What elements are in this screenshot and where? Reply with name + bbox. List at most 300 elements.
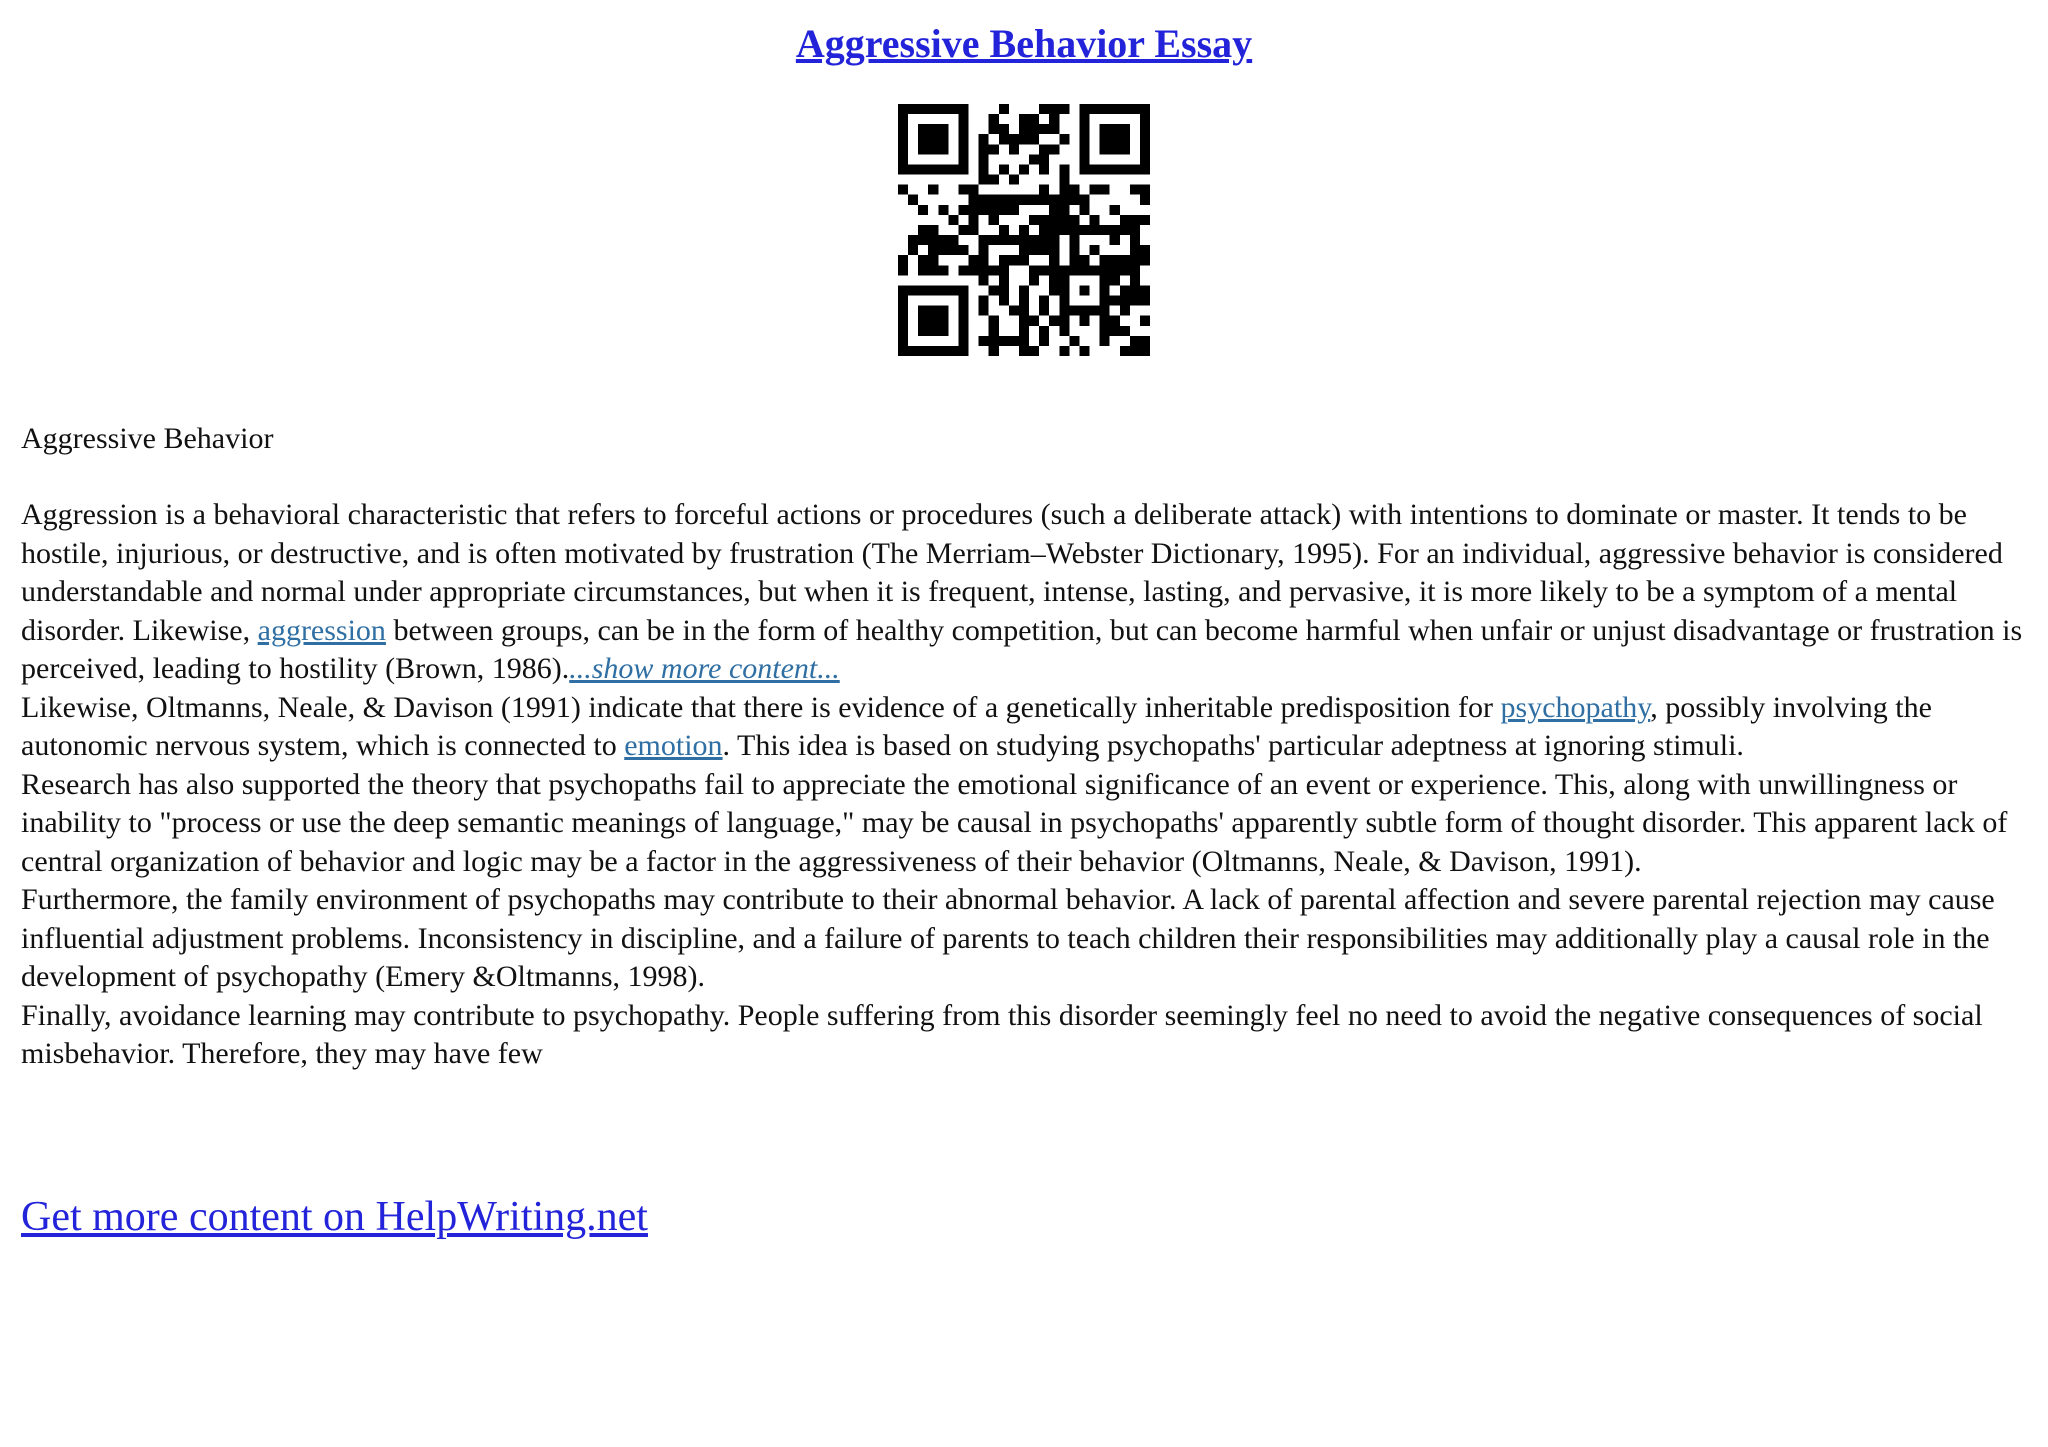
qr-module (898, 185, 908, 195)
qr-module (918, 316, 928, 326)
qr-module (918, 205, 928, 215)
qr-module (1059, 134, 1069, 144)
qr-module (1029, 154, 1039, 164)
qr-module (1019, 285, 1029, 295)
qr-module (958, 144, 968, 154)
qr-module (1059, 205, 1069, 215)
qr-module (1120, 144, 1130, 154)
qr-module (1059, 306, 1069, 316)
qr-module (1029, 134, 1039, 144)
qr-module (1140, 285, 1150, 295)
qr-module (1069, 245, 1079, 255)
qr-module (928, 164, 938, 174)
qr-module (999, 275, 1009, 285)
qr-module (1029, 346, 1039, 356)
qr-module (1130, 104, 1140, 114)
qr-module (938, 306, 948, 316)
paragraph-3: Research has also supported the theory that psychopaths fail to appreciate the emotional significance of an event or experience. This, along with unwillingness or inability to "process or use the deep semantic meanings of language," may be causal in psychopaths' apparently subtle form of thought disorder. This apparent lack of central organization of behavior and logic may be a factor in the aggressiveness of their behavior (Oltmanns, Neale, & Davison, 1991). (21, 767, 2008, 878)
qr-module (1049, 104, 1059, 114)
qr-module (999, 124, 1009, 134)
qr-module (958, 296, 968, 306)
qr-module (1130, 185, 1140, 195)
qr-module (918, 124, 928, 134)
qr-module (1120, 285, 1130, 295)
qr-module (1059, 225, 1069, 235)
qr-module (1110, 104, 1120, 114)
qr-module (999, 164, 1009, 174)
qr-module (1140, 114, 1150, 124)
qr-module (898, 346, 908, 356)
qr-module (1039, 296, 1049, 306)
qr-module (1100, 164, 1110, 174)
qr-module (938, 265, 948, 275)
qr-module (1039, 124, 1049, 134)
qr-module (938, 235, 948, 245)
qr-module (999, 296, 1009, 306)
qr-module (1079, 195, 1089, 205)
qr-module (938, 245, 948, 255)
qr-module (928, 235, 938, 245)
show-more-link[interactable]: ...show more content... (569, 652, 840, 685)
qr-module (1090, 215, 1100, 225)
qr-module (1120, 164, 1130, 174)
qr-module (1140, 255, 1150, 265)
qr-module (1079, 124, 1089, 134)
qr-module (1039, 195, 1049, 205)
qr-module (898, 326, 908, 336)
qr-module (1019, 225, 1029, 235)
qr-module (989, 235, 999, 245)
page-title (0, 18, 2048, 70)
qr-module (1079, 205, 1089, 215)
qr-module (1130, 265, 1140, 275)
qr-module (1140, 245, 1150, 255)
qr-module (918, 306, 928, 316)
qr-module (1090, 306, 1100, 316)
qr-module (1079, 306, 1089, 316)
qr-module (948, 164, 958, 174)
qr-module (1049, 316, 1059, 326)
qr-module (1130, 336, 1140, 346)
qr-module (928, 124, 938, 134)
qr-module (989, 336, 999, 346)
qr-code-icon (898, 104, 1150, 356)
qr-module (958, 326, 968, 336)
qr-module (908, 346, 918, 356)
qr-module (948, 285, 958, 295)
qr-module (1069, 225, 1079, 235)
qr-module (1090, 245, 1100, 255)
qr-module (1100, 306, 1110, 316)
qr-module (1039, 185, 1049, 195)
paragraph-1-text-b: between groups, can be in the form of healthy competition, but can become harmful when unfair or unjust disadvantage or frustration is perceived, leading to hostility (Brown, 1986). (21, 613, 2023, 685)
qr-module (1019, 336, 1029, 346)
qr-module (928, 316, 938, 326)
qr-module (1049, 235, 1059, 245)
qr-module (908, 235, 918, 245)
qr-module (1009, 336, 1019, 346)
qr-module (1039, 336, 1049, 346)
qr-module (1039, 144, 1049, 154)
qr-module (1120, 255, 1130, 265)
qr-module (1049, 245, 1059, 255)
qr-module (1079, 265, 1089, 275)
qr-module (1100, 124, 1110, 134)
qr-module (1110, 265, 1120, 275)
qr-module (1120, 306, 1130, 316)
qr-module (918, 235, 928, 245)
emotion-link[interactable]: emotion (624, 729, 723, 762)
qr-module (1009, 195, 1019, 205)
qr-module (1029, 275, 1039, 285)
qr-module (1059, 104, 1069, 114)
qr-module (1120, 104, 1130, 114)
qr-module (898, 104, 908, 114)
qr-module (1039, 104, 1049, 114)
qr-module (1059, 326, 1069, 336)
qr-module (1019, 326, 1029, 336)
paragraph-2 (21, 689, 2031, 766)
qr-module (1019, 114, 1029, 124)
qr-module (938, 124, 948, 134)
paragraph-2-text-c: . This idea is based on studying psychopaths' particular adeptness at ignoring stimuli. (722, 729, 1744, 762)
qr-module (938, 134, 948, 144)
qr-module (1049, 195, 1059, 205)
qr-module (999, 255, 1009, 265)
qr-module (1120, 265, 1130, 275)
qr-module (918, 164, 928, 174)
qr-module (958, 114, 968, 124)
paragraph-4: Furthermore, the family environment of psychopaths may contribute to their abnormal behavior. A lack of parental affection and severe parental rejection may cause influential adjustment problems. Inconsistency in discipline, and a failure of parents to teach children their responsibilities may additionally play a causal role in the development of psychopathy (Emery &Oltmanns, 1998). (21, 883, 1995, 993)
qr-module (938, 326, 948, 336)
qr-module (1110, 255, 1120, 265)
qr-module (979, 296, 989, 306)
qr-module (948, 215, 958, 225)
qr-module (1100, 185, 1110, 195)
qr-module (1120, 346, 1130, 356)
qr-module (979, 235, 989, 245)
qr-module (1059, 195, 1069, 205)
qr-module (918, 346, 928, 356)
qr-module (1019, 316, 1029, 326)
qr-module (958, 154, 968, 164)
qr-code-graphic (898, 104, 1150, 356)
qr-module (898, 285, 908, 295)
qr-module (989, 205, 999, 215)
qr-module (1100, 336, 1110, 346)
qr-module (938, 285, 948, 295)
qr-module (1029, 114, 1039, 124)
qr-module (928, 134, 938, 144)
qr-module (908, 285, 918, 295)
qr-module (1019, 124, 1029, 134)
qr-module (928, 104, 938, 114)
qr-module (1039, 326, 1049, 336)
qr-module (1130, 296, 1140, 306)
qr-module (1100, 275, 1110, 285)
qr-module (989, 316, 999, 326)
qr-module (938, 205, 948, 215)
qr-module (898, 134, 908, 144)
qr-module (1039, 265, 1049, 275)
qr-module (969, 185, 979, 195)
qr-module (1069, 195, 1079, 205)
qr-module (1019, 306, 1029, 316)
qr-module (1130, 215, 1140, 225)
qr-module (1039, 306, 1049, 316)
qr-module (1120, 326, 1130, 336)
qr-module (1009, 205, 1019, 215)
qr-module (1100, 316, 1110, 326)
qr-module (1079, 104, 1089, 114)
qr-module (1059, 285, 1069, 295)
qr-module (1039, 164, 1049, 174)
qr-module (928, 245, 938, 255)
qr-module (1079, 134, 1089, 144)
qr-module (898, 124, 908, 134)
get-more-content-link[interactable]: Get more content on HelpWriting.net (21, 1194, 648, 1240)
qr-module (898, 296, 908, 306)
qr-module (979, 336, 989, 346)
qr-module (1069, 185, 1079, 195)
qr-module (958, 164, 968, 174)
qr-module (1090, 164, 1100, 174)
qr-module (979, 164, 989, 174)
qr-module (948, 346, 958, 356)
qr-module (1079, 255, 1089, 265)
qr-module (1110, 296, 1120, 306)
qr-module (1059, 215, 1069, 225)
qr-module (928, 225, 938, 235)
article-body (21, 496, 2031, 1074)
qr-module (1100, 285, 1110, 295)
qr-module (1079, 114, 1089, 124)
paragraph-1 (21, 496, 2031, 689)
qr-module (1059, 164, 1069, 174)
qr-module (898, 336, 908, 346)
qr-module (1140, 164, 1150, 174)
qr-module (1059, 185, 1069, 195)
qr-module (989, 265, 999, 275)
qr-module (1049, 265, 1059, 275)
qr-module (1069, 265, 1079, 275)
qr-module (989, 215, 999, 225)
aggression-link[interactable]: aggression (257, 613, 386, 647)
qr-module (979, 205, 989, 215)
qr-module (1029, 235, 1039, 245)
qr-module (1059, 346, 1069, 356)
qr-module (1100, 104, 1110, 114)
qr-module (1079, 316, 1089, 326)
qr-module (1120, 296, 1130, 306)
qr-module (1079, 285, 1089, 295)
qr-module (1009, 235, 1019, 245)
qr-module (989, 144, 999, 154)
qr-module (1039, 245, 1049, 255)
qr-module (1140, 215, 1150, 225)
qr-module (1110, 316, 1120, 326)
qr-module (1100, 144, 1110, 154)
qr-module (1029, 124, 1039, 134)
qr-module (928, 255, 938, 265)
qr-module (1019, 195, 1029, 205)
paragraph-5: Finally, avoidance learning may contribute to psychopathy. People suffering from this disorder seemingly feel no need to avoid the negative consequences of social misbehavior. Therefore, they may have few (21, 998, 1983, 1070)
qr-module (999, 104, 1009, 114)
qr-module (948, 235, 958, 245)
qr-module (928, 346, 938, 356)
qr-module (1049, 114, 1059, 124)
qr-module (918, 134, 928, 144)
qr-module (1029, 215, 1039, 225)
qr-module (989, 175, 999, 185)
qr-module (999, 285, 1009, 295)
qr-module (928, 326, 938, 336)
qr-module (1019, 245, 1029, 255)
qr-module (958, 336, 968, 346)
cta (21, 1190, 648, 1244)
qr-module (918, 255, 928, 265)
psychopathy-link[interactable]: psychopathy (1500, 690, 1651, 724)
qr-module (908, 164, 918, 174)
qr-module (989, 285, 999, 295)
qr-module (1049, 275, 1059, 285)
qr-module (1019, 164, 1029, 174)
qr-module (999, 336, 1009, 346)
qr-module (1120, 225, 1130, 235)
qr-module (1019, 255, 1029, 265)
qr-module (898, 154, 908, 164)
qr-module (918, 104, 928, 114)
qr-module (1100, 296, 1110, 306)
qr-module (958, 185, 968, 195)
qr-module (938, 164, 948, 174)
qr-module (1140, 336, 1150, 346)
qr-module (1039, 154, 1049, 164)
qr-module (1039, 215, 1049, 225)
qr-module (989, 346, 999, 356)
qr-module (898, 144, 908, 154)
qr-module (1140, 144, 1150, 154)
qr-module (1140, 124, 1150, 134)
qr-module (1120, 215, 1130, 225)
qr-module (1130, 275, 1140, 285)
qr-module (999, 225, 1009, 235)
qr-module (1049, 144, 1059, 154)
qr-module (1079, 144, 1089, 154)
qr-module (999, 195, 1009, 205)
qr-module (1110, 205, 1120, 215)
qr-module (1069, 215, 1079, 225)
qr-module (958, 346, 968, 356)
qr-module (898, 306, 908, 316)
qr-module (1100, 134, 1110, 144)
qr-module (1079, 164, 1089, 174)
qr-module (898, 164, 908, 174)
qr-module (958, 265, 968, 275)
paragraph-1-text-a: Aggression is a behavioral characteristic that refers to forceful actions or procedures (such a deliberate attack) with intentions to dominate or master. It tends to be hostile, injurious, or destructive, and is often motivated by frustration (The Merriam–Webster Dictionary, 1995). For an individual, aggressive behavior is considered understandable and normal under appropriate circumstances, but when it is frequent, intense, lasting, and pervasive, it is more likely to be a symptom of a mental disorder. Likewise, (21, 498, 2003, 647)
qr-module (1049, 215, 1059, 225)
qr-module (1049, 255, 1059, 265)
qr-module (969, 195, 979, 205)
qr-module (1049, 225, 1059, 235)
qr-module (938, 104, 948, 114)
article-subtitle: Aggressive Behavior (21, 422, 274, 455)
qr-module (1079, 225, 1089, 235)
qr-module (928, 185, 938, 195)
qr-module (1130, 235, 1140, 245)
qr-module (958, 316, 968, 326)
qr-module (1039, 225, 1049, 235)
qr-module (928, 306, 938, 316)
qr-module (1019, 346, 1029, 356)
qr-module (918, 285, 928, 295)
qr-module (969, 205, 979, 215)
qr-module (1059, 316, 1069, 326)
qr-module (979, 306, 989, 316)
qr-module (989, 124, 999, 134)
paragraph-2-text-a: Likewise, Oltmanns, Neale, & Davison (1991) indicate that there is evidence of a genetically inheritable predisposition for (21, 690, 1501, 724)
qr-module (918, 326, 928, 336)
qr-module (999, 205, 1009, 215)
qr-module (898, 114, 908, 124)
qr-module (979, 255, 989, 265)
qr-module (1100, 326, 1110, 336)
qr-module (948, 104, 958, 114)
qr-module (1079, 154, 1089, 164)
title-link[interactable]: Aggressive Behavior Essay (795, 21, 1253, 66)
qr-module (1059, 175, 1069, 185)
qr-module (938, 144, 948, 154)
qr-module (1009, 175, 1019, 185)
qr-module (1140, 346, 1150, 356)
qr-module (1110, 144, 1120, 154)
qr-module (1009, 306, 1019, 316)
qr-module (1140, 104, 1150, 114)
qr-module (979, 134, 989, 144)
qr-module (1130, 164, 1140, 174)
qr-module (979, 195, 989, 205)
qr-module (958, 124, 968, 134)
qr-module (1100, 265, 1110, 275)
qr-module (1029, 195, 1039, 205)
qr-module (969, 265, 979, 275)
qr-module (908, 245, 918, 255)
qr-module (928, 144, 938, 154)
qr-module (1019, 235, 1029, 245)
qr-module (1140, 316, 1150, 326)
qr-module (1079, 346, 1089, 356)
qr-module (1090, 185, 1100, 195)
qr-module (1049, 124, 1059, 134)
qr-module (918, 265, 928, 275)
qr-module (1120, 124, 1130, 134)
qr-module (1120, 134, 1130, 144)
qr-module (999, 235, 1009, 245)
qr-module (1140, 185, 1150, 195)
qr-module (1059, 296, 1069, 306)
qr-module (1090, 104, 1100, 114)
qr-module (908, 104, 918, 114)
qr-module (989, 326, 999, 336)
qr-module (898, 316, 908, 326)
qr-module (999, 265, 1009, 275)
qr-module (918, 144, 928, 154)
qr-module (979, 245, 989, 255)
qr-module (1130, 285, 1140, 295)
qr-module (1049, 205, 1059, 215)
qr-module (1110, 134, 1120, 144)
qr-module (979, 154, 989, 164)
